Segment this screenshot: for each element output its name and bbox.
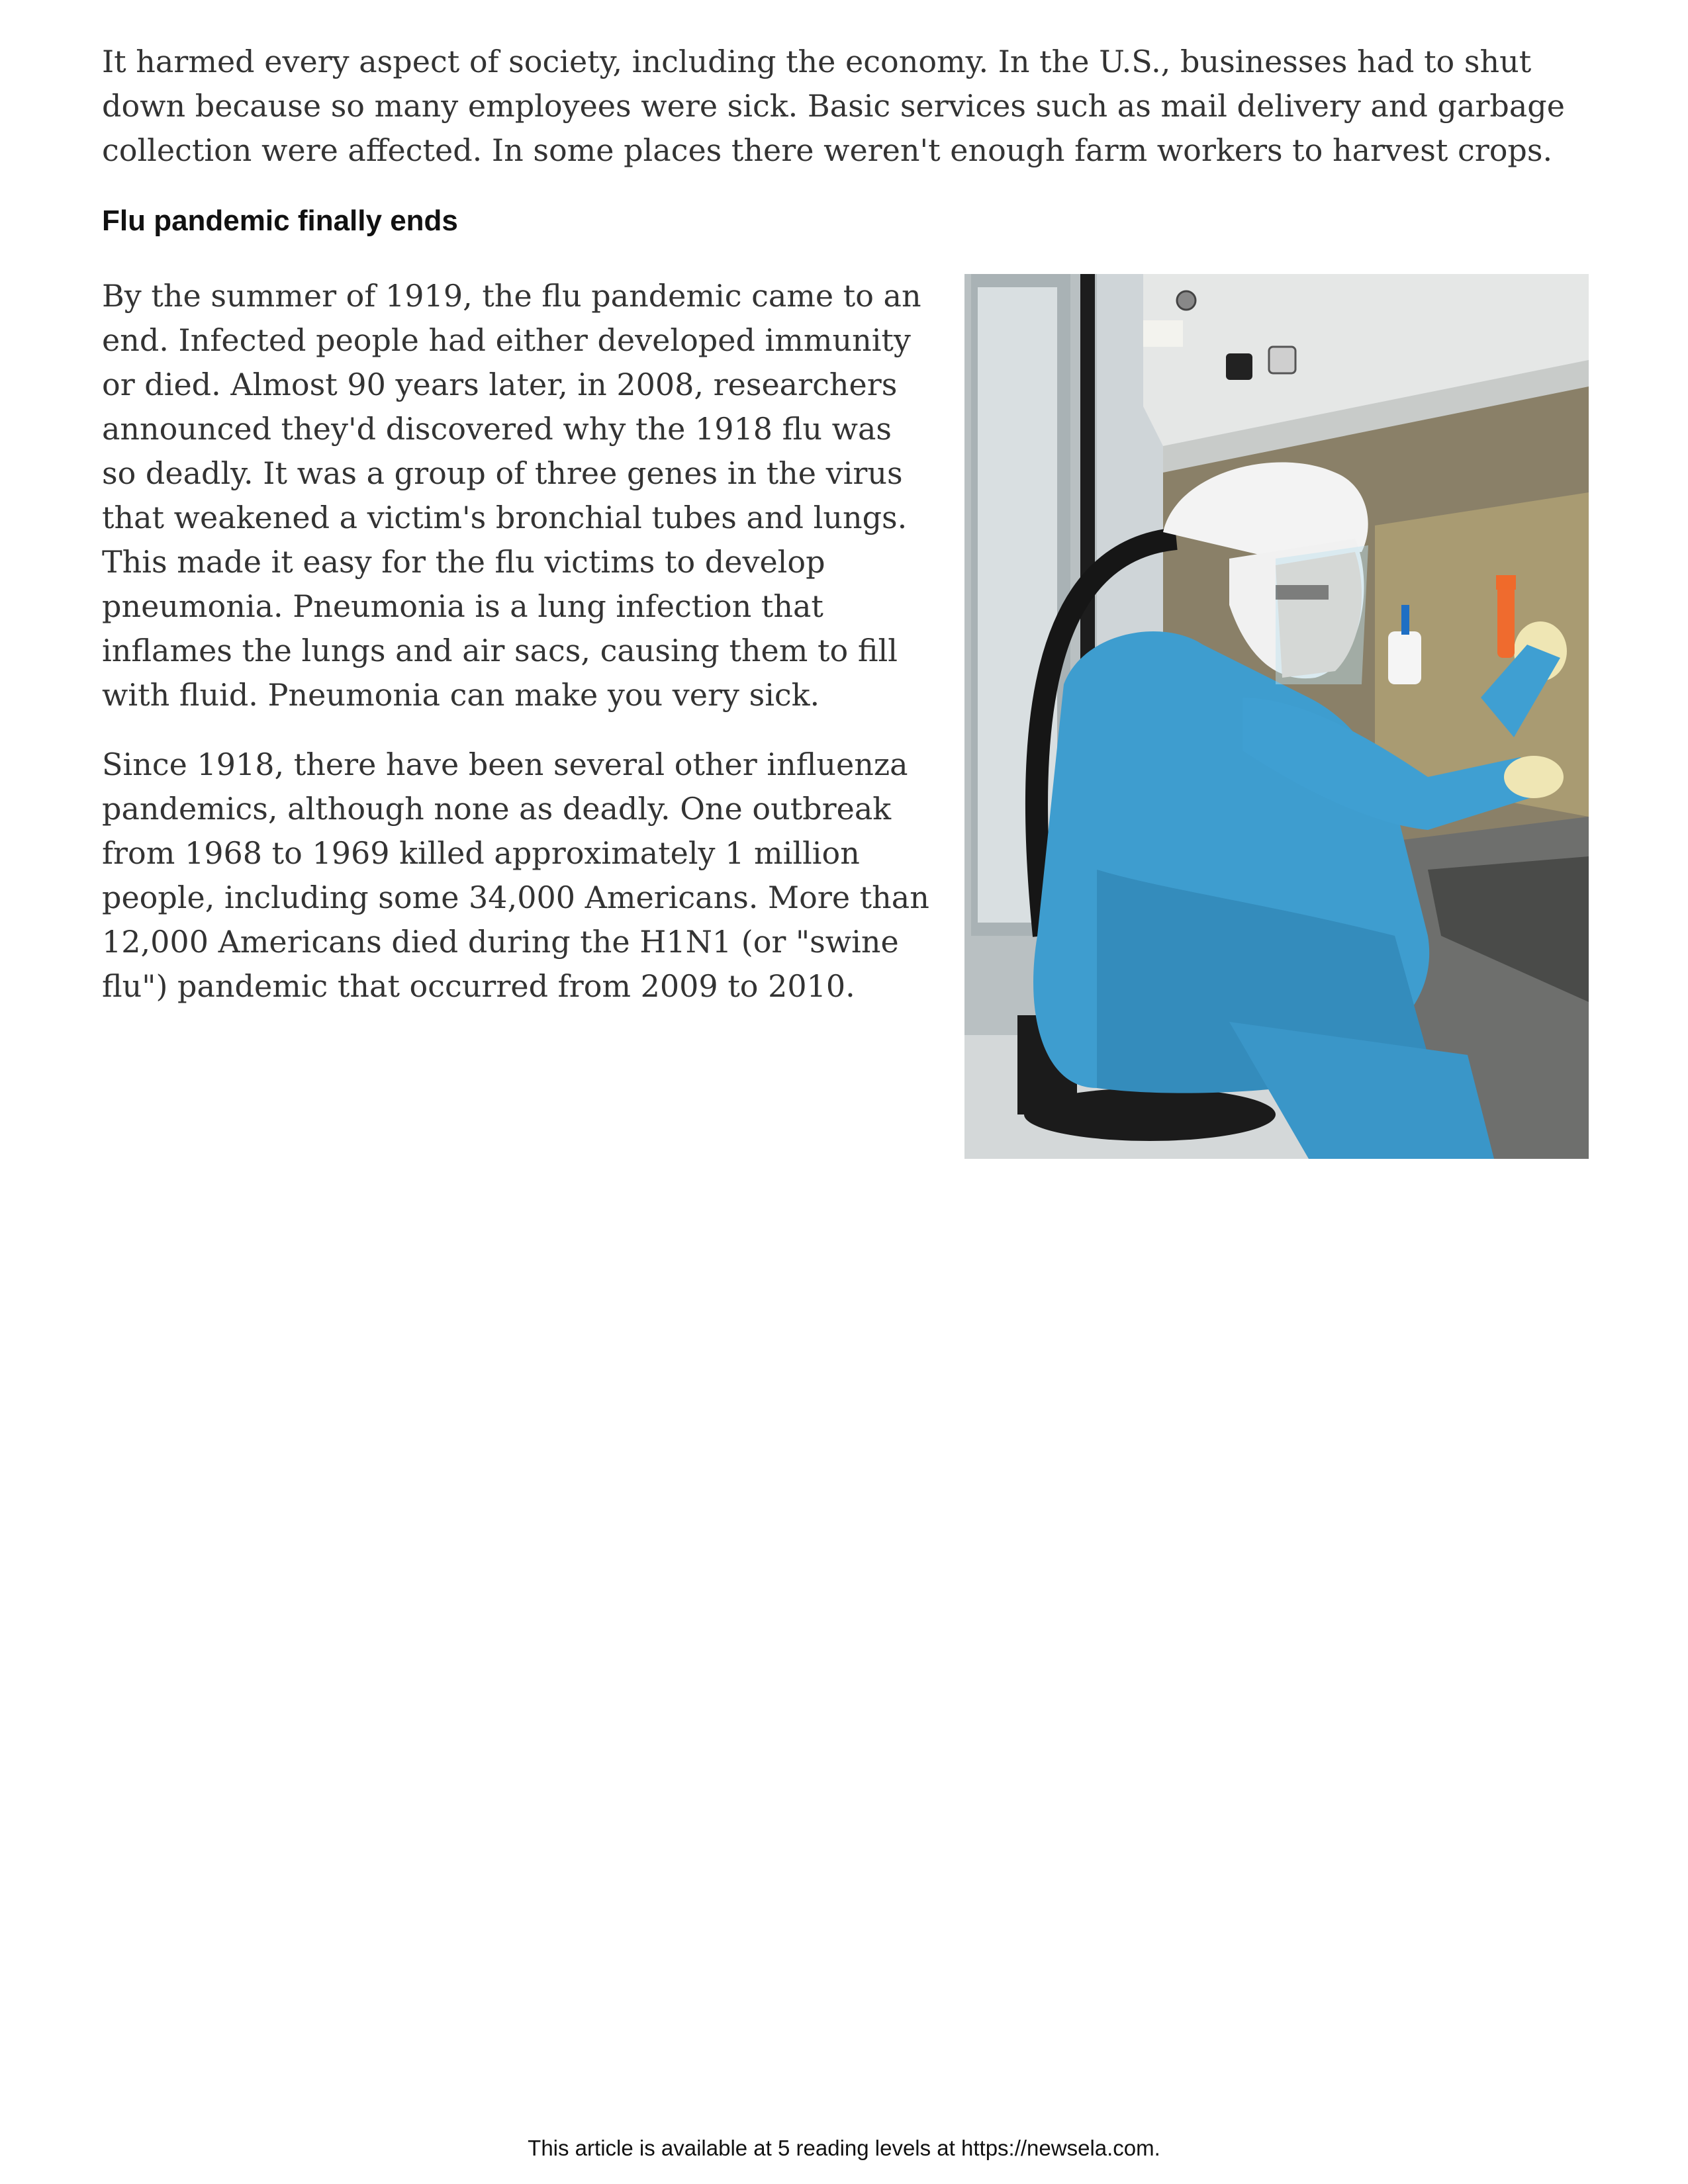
lab-researcher-photo: [964, 274, 1589, 1159]
section-heading: Flu pandemic finally ends: [102, 205, 458, 237]
intro-paragraph: It harmed every aspect of society, including the economy. In the U.S., businesses had to shut down because so many employees were sick. Basic services such as mail delivery and garbage collection were affected. In some places there weren't enough farm workers to harvest crops.: [102, 44, 1565, 168]
lab-researcher-illustration: [964, 274, 1589, 1159]
footer-reading-levels-note: This article is available at 5 reading levels at https://newsela.com.: [528, 2136, 1160, 2160]
article-body-column: [102, 274, 929, 1034]
body-paragraph-1: By the summer of 1919, the flu pandemic came to an end. Infected people had either developed immunity or died. Almost 90 years later, in 2008, researchers announced they'd discovered why the 1918 flu was so deadly. It was a group of three genes in the virus that weakened a victim's bronchial tubes and lungs. This made it easy for the flu victims to develop pneumonia. Pneumonia is a lung infection that inflames the lungs and air sacs, causing them to fill with fluid. Pneumonia can make you very sick.: [102, 278, 921, 713]
body-paragraph-2: Since 1918, there have been several other influenza pandemics, although none as deadly. One outbreak from 1968 to 1969 killed approximately 1 million people, including some 34,000 Americans. More than 12,000 Americans died during the H1N1 (or "swine flu") pandemic that occurred from 2009 to 2010.: [102, 747, 929, 1004]
